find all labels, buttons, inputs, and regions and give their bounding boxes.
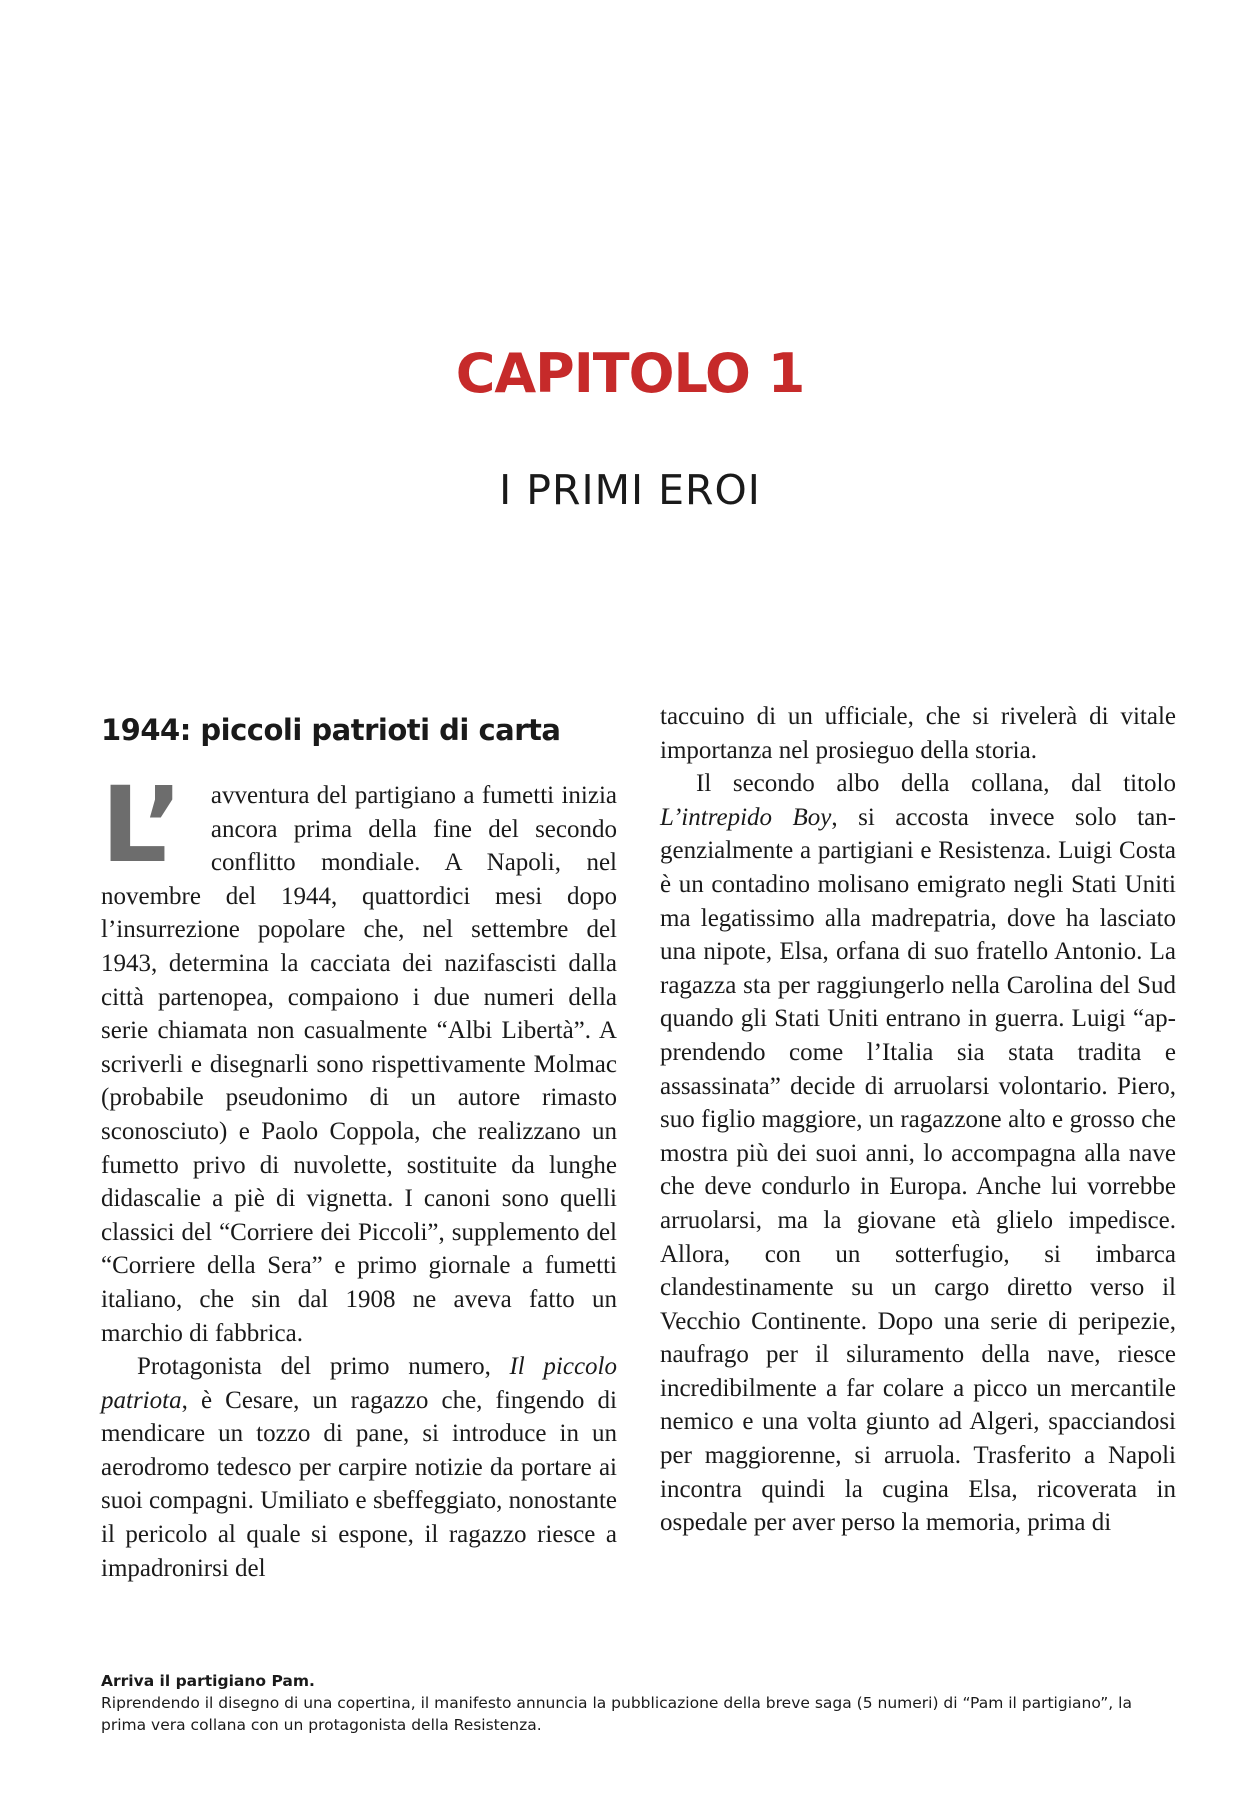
- caption-text: Riprendendo il disegno di una copertina, il manifesto annuncia la pubblicazione della breve saga (5 numeri) di “Pam il partigiano”, la prima vera collana con un protagonista della Resistenza.: [101, 1694, 1132, 1734]
- comic-title-italic: L’intrepido Boy: [660, 803, 832, 831]
- paragraph-2: [101, 1350, 617, 1585]
- paragraph-1-text: avventura del partigiano a fumetti inizia ancora prima della fine del secondo conflitto mondiale. A Napoli, nel novembre del 1944, quattordici mesi dopo l’insurrezione popolare che, nel settembre del 1943, determina la cacciata dei nazifascisti dalla città partenopea, compaiono i due numeri della serie chiamata non casualmente “Albi Libertà”. A scriverli e disegnarli sono rispettivamente Molmac (probabile pseudonimo di un autore rimasto sconosciuto) e Paolo Coppola, che realizzano un fumetto privo di nuvolette, sostituite da lunghe didascalie a piè di vignetta. I canoni sono quelli classici del “Corriere dei Piccoli”, supplemento del “Corriere della Sera” e primo giornale a fumetti italiano, che sin dal 1908 ne aveva fatto un marchio di fabbrica.: [101, 782, 617, 1347]
- paragraph-2-text-start: Protagonista del primo numero,: [137, 1353, 510, 1381]
- paragraph-4-text-end: , si accosta invece solo tangenzialmente a partigiani e Resistenza. Luigi Costa è un contadino molisano emigrato negli Stati Uniti ma legatissimo alla madrepatria, dove ha lasciato una nipote, Elsa, orfana di suo fratello Antonio. La ragazza sta per raggiungerlo nella Carolina del Sud quando gli Stati Uniti entrano in guerra. Luigi “apprendendo come l’Italia sia stata tradita e assassinata” decide di arruolarsi volontario. Piero, suo figlio maggiore, un ragazzone alto e grosso che mostra più dei suoi anni, lo accompagna alla nave che deve condurlo in Europa. Anche lui vorrebbe arruolarsi, ma la giovane età glielo impedisce. Allora, con un sotterfugio, si imbarca clandestinamente su un cargo diretto verso il Vecchio Continente. Dopo una serie di peripezie, naufrago per il siluramento della nave, riesce incredibilmente a far colare a picco un mercantile nemico e una volta giunto ad Algeri, spacciandosi per maggiorenne, si arruola. Trasferito a Napoli incontra quindi la cugina Elsa, ricoverata in ospedale per aver perso la memoria, prima di: [660, 803, 1176, 1537]
- paragraph-4-text-start: Il secondo albo della collana, dal titolo: [696, 770, 1176, 798]
- figure-caption: [101, 1670, 1181, 1736]
- caption-title: Arriva il partigiano Pam.: [101, 1672, 315, 1690]
- drop-cap: L’: [101, 764, 183, 886]
- paragraph-3: taccuino di un ufficiale, che si rivelerà di vitale importanza nel prosieguo della storia.: [660, 703, 1176, 764]
- paragraph-1: [101, 764, 617, 1350]
- paragraph-2-text-end: , è Cesare, un ragazzo che, fingendo di mendicare un tozzo di pane, si introduce in un aerodromo tedesco per carpire notizie da portare ai suoi compagni. Umiliato e sbeffeggiato, nonostante il pericolo al quale si espone, il ragazzo riesce a impadronirsi del: [101, 1386, 617, 1582]
- comic-title-italic: Il piccolo patriota: [101, 1353, 617, 1414]
- left-column: [101, 700, 617, 1585]
- chapter-title: CAPITOLO 1: [455, 342, 805, 405]
- section-heading: 1944: piccoli patrioti di carta: [101, 713, 561, 747]
- right-column: [660, 700, 1176, 1540]
- paragraph-4: [660, 767, 1176, 1540]
- chapter-subtitle: I PRIMI EROI: [499, 466, 761, 514]
